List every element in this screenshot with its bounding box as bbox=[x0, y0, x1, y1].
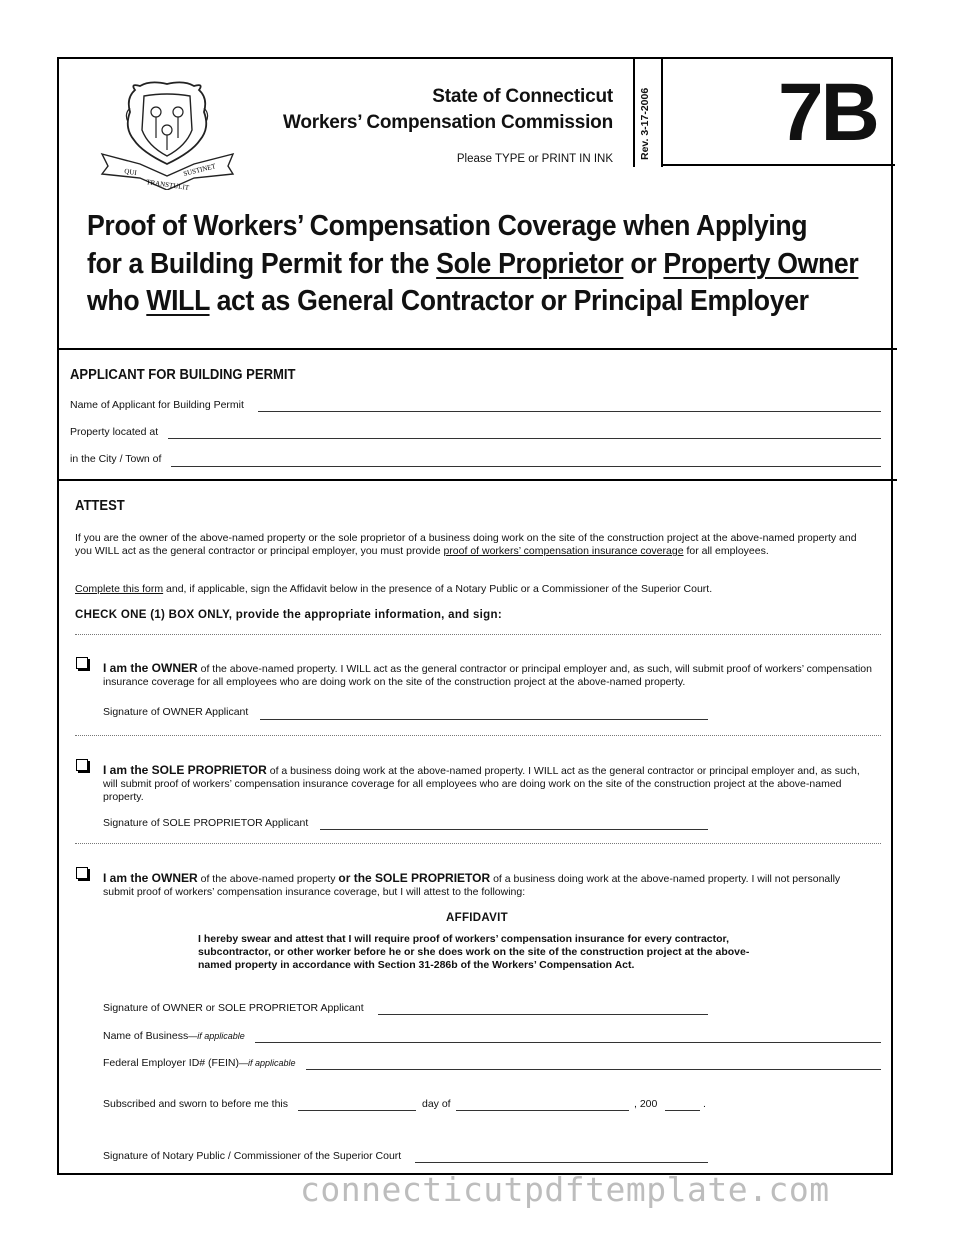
divider-applicant bbox=[57, 479, 897, 481]
seal-motto-left: QUI bbox=[123, 167, 138, 178]
property-label: Property located at bbox=[70, 426, 159, 438]
owner-checkbox[interactable] bbox=[76, 657, 88, 669]
notary-signature-label: Signature of Notary Public / Commissioner of the Superior Court bbox=[103, 1150, 402, 1162]
form-number-box-bottom bbox=[661, 164, 895, 166]
sworn-period: . bbox=[703, 1098, 706, 1110]
dotted-separator bbox=[75, 843, 881, 844]
attest-heading: ATTEST bbox=[75, 498, 125, 514]
sworn-day-field[interactable] bbox=[298, 1110, 416, 1111]
city-field[interactable] bbox=[171, 466, 881, 467]
seal-icon bbox=[100, 78, 235, 190]
sworn-year-field[interactable] bbox=[665, 1110, 700, 1111]
option-owner-text: I am the OWNER of the above-named property. I WILL act as the general contractor or principal employer and, as such, will submit proof of workers’ compensation insurance coverage for all employees who are doing work on the site of the construction project at the above-named property. bbox=[103, 661, 872, 688]
affidavit-signature-label: Signature of OWNER or SOLE PROPRIETOR Applicant bbox=[103, 1002, 364, 1014]
fein-field[interactable] bbox=[306, 1069, 881, 1070]
seal-motto-mid: TRANSTULIT bbox=[145, 178, 190, 190]
title-line-1: Proof of Workers’ Compensation Coverage when Applying bbox=[87, 210, 808, 242]
property-field[interactable] bbox=[168, 438, 881, 439]
attest-paragraph-2: Complete this form and, if applicable, sign the Affidavit below in the presence of a Notary Public or a Commissioner of the Superior Court. bbox=[75, 583, 713, 595]
rev-box-right bbox=[661, 57, 663, 167]
option-sole-proprietor-text: I am the SOLE PROPRIETOR of a business doing work at the above-named property. I WILL act as the general contractor or principal employer and, as such, will submit proof of workers’ compensation insurance coverage for all employees who are doing work on the site of the construction project at the above-named property. bbox=[103, 763, 860, 803]
revision-date: Rev. 3-17-2006 bbox=[639, 87, 651, 160]
owner-or-sole-proprietor-checkbox[interactable] bbox=[76, 867, 88, 879]
applicant-heading: APPLICANT FOR BUILDING PERMIT bbox=[70, 367, 296, 383]
applicant-name-label: Name of Applicant for Building Permit bbox=[70, 399, 244, 411]
business-name-field[interactable] bbox=[255, 1042, 881, 1043]
option-affidavit-text: I am the OWNER of the above-named property or the SOLE PROPRIETOR of a business doing work at the above-named property. I will not personally submit proof of workers’ compensation insurance coverage, but I will attest to the following: bbox=[103, 871, 841, 898]
dotted-separator bbox=[75, 735, 881, 736]
sole-proprietor-signature-label: Signature of SOLE PROPRIETOR Applicant bbox=[103, 817, 309, 829]
instruction-text: Please TYPE or PRINT IN INK bbox=[456, 153, 613, 165]
watermark: connecticutpdftemplate.com bbox=[300, 1170, 830, 1209]
fein-label: Federal Employer ID# (FEIN)—if applicable bbox=[103, 1057, 296, 1069]
business-name-label: Name of Business—if applicable bbox=[103, 1030, 245, 1042]
title-line-3: who WILL act as General Contractor or Principal Employer bbox=[87, 285, 809, 317]
affidavit-signature-field[interactable] bbox=[378, 1014, 708, 1015]
title-line-2: for a Building Permit for the Sole Proprietor or Property Owner bbox=[87, 247, 859, 280]
owner-signature-label: Signature of OWNER Applicant bbox=[103, 706, 249, 718]
sworn-month-field[interactable] bbox=[456, 1110, 629, 1111]
divider-title bbox=[57, 348, 897, 350]
city-label: in the City / Town of bbox=[70, 453, 162, 465]
state-seal bbox=[100, 78, 235, 190]
agency-commission: Workers’ Compensation Commission bbox=[282, 112, 613, 133]
day-of-label: day of bbox=[422, 1098, 451, 1110]
form-number: 7B bbox=[778, 67, 877, 158]
applicant-name-field[interactable] bbox=[258, 411, 881, 412]
year-prefix-label: , 200 bbox=[634, 1098, 658, 1110]
agency-state: State of Connecticut bbox=[432, 86, 613, 107]
rev-box-left bbox=[633, 57, 635, 167]
dotted-separator bbox=[75, 634, 881, 635]
form-title bbox=[87, 208, 858, 321]
sworn-label: Subscribed and sworn to before me this bbox=[103, 1098, 289, 1110]
check-one-instruction: CHECK ONE (1) BOX ONLY, provide the appropriate information, and sign: bbox=[75, 609, 502, 621]
seal-motto-right: SUSTINET bbox=[182, 162, 217, 178]
notary-signature-field[interactable] bbox=[415, 1162, 708, 1163]
affidavit-heading: AFFIDAVIT bbox=[446, 912, 508, 924]
sole-proprietor-signature-field[interactable] bbox=[320, 829, 708, 830]
attest-paragraph-1: If you are the owner of the above-named property or the sole proprietor of a business doing work on the site of the construction project at the above-named property and you WILL act as the general contractor or principal employer, you must provide proof of workers’ compensation insurance coverage for all employees. bbox=[75, 532, 857, 557]
affidavit-text: I hereby swear and attest that I will require proof of workers’ compensation insurance for every contractor, subcontractor, or other worker before he or she does work on the site of the construction project at the above-named property in accordance with Section 31-286b of the Workers’ Compensation Act. bbox=[198, 933, 750, 971]
owner-signature-field[interactable] bbox=[260, 719, 708, 720]
sole-proprietor-checkbox[interactable] bbox=[76, 759, 88, 771]
